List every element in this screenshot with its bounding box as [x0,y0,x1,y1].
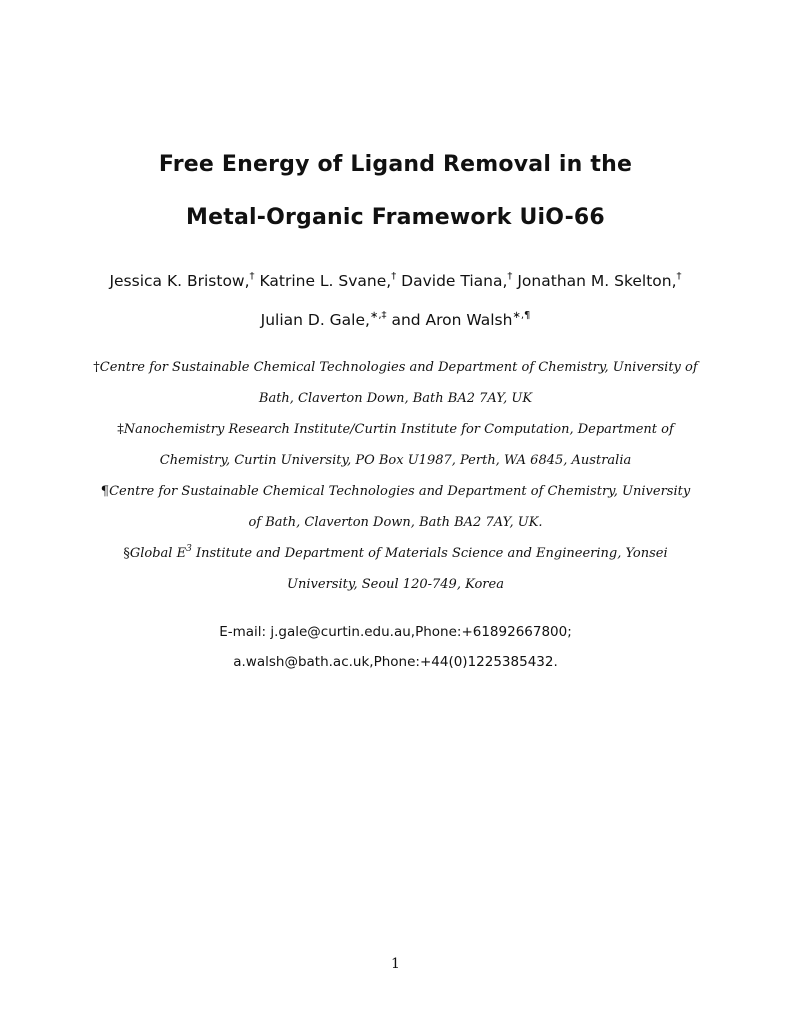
affiliation-1-line-2: Bath, Claverton Down, Bath BA2 7AY, UK [258,391,533,406]
author-name: Katrine L. Svane, [259,272,392,290]
affiliation-4-line-2: University, Seoul 120-749, Korea [287,577,504,592]
affiliation-text: Global E [129,546,187,561]
affiliation-mark: ¶ [100,484,110,499]
affiliation-mark: § [123,546,130,561]
affiliation-mark: ‡ [117,422,124,437]
author-affiliation-mark: † [676,271,682,282]
author-name: Davide Tiana, [401,272,508,290]
superscript: 3 [186,544,192,554]
author-name: and Aron Walsh [391,311,513,329]
affiliation-text: Nanochemistry Research Institute/Curtin Institute for Computation, Department of [123,422,674,437]
paper-title-line-2: Metal-Organic Framework UiO-66 [186,205,605,230]
author-name: Jonathan M. Skelton, [517,272,677,290]
author-affiliation-mark: † [391,271,397,282]
author-affiliation-mark: ∗,¶ [512,310,531,321]
affiliation-3-line-2: of Bath, Claverton Down, Bath BA2 7AY, UK. [248,515,543,530]
affiliation-2-line-2: Chemistry, Curtin University, PO Box U1987, Perth, WA 6845, Australia [159,453,632,468]
author-affiliation-mark: † [507,271,513,282]
author-list-line-2 [0,311,791,329]
affiliation-2-line-1 [0,422,791,437]
affiliation-text: Centre for Sustainable Chemical Technologies and Department of Chemistry, University [109,484,691,499]
page-number: 1 [391,956,400,972]
affiliation-text: Centre for Sustainable Chemical Technologies and Department of Chemistry, University of [99,360,698,375]
paper-title-line-1: Free Energy of Ligand Removal in the [158,152,633,177]
affiliation-4-line-1 [0,546,791,561]
affiliation-3-line-1 [0,484,791,499]
author-list-line-1 [0,272,791,290]
contact-line-2: a.walsh@bath.ac.uk,Phone:+44(0)1225385432. [233,654,558,670]
author-name: Jessica K. Bristow, [109,272,250,290]
author-affiliation-mark: † [249,271,255,282]
affiliation-mark: † [93,360,100,375]
affiliation-text: Institute and Department of Materials Science and Engineering, Yonsei [191,546,668,561]
affiliation-1-line-1 [0,360,791,375]
author-name: Julian D. Gale, [260,311,370,329]
contact-line-1: E-mail: j.gale@curtin.edu.au,Phone:+61892667800; [219,624,572,640]
author-affiliation-mark: ∗,‡ [369,310,387,321]
